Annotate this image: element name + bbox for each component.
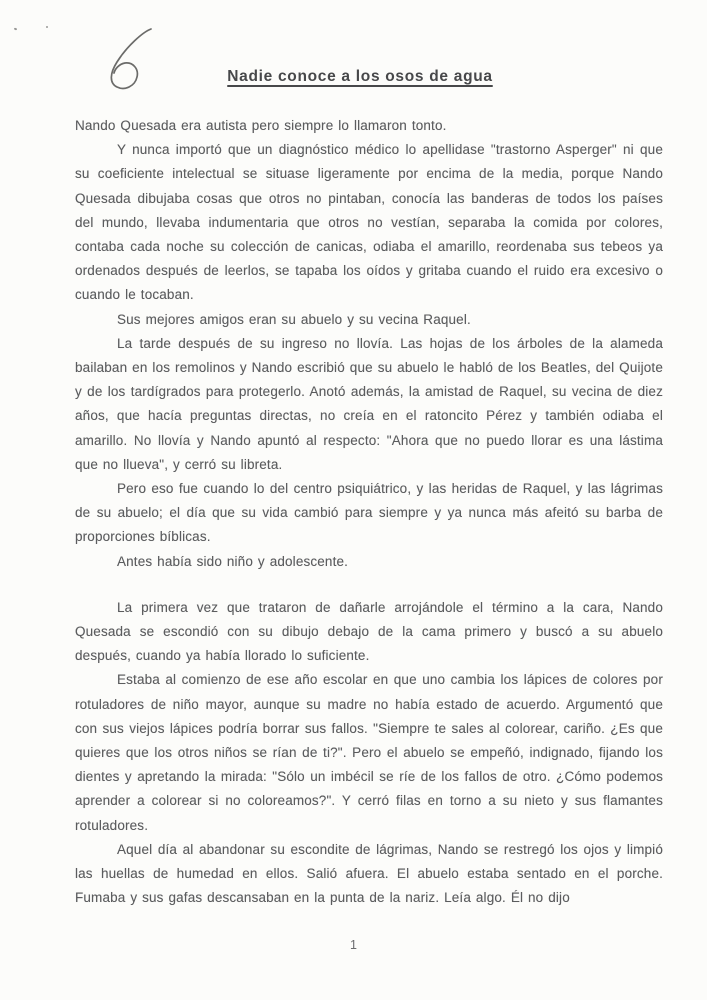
paragraph: Y nunca importó que un diagnóstico médico lo apellidase "trastorno Asperger" ni que su coeficiente intelectual se situase ligeramente por encima de la media, porque Nando Quesada dibujaba cosas que otros no pintaban, conocía las banderas de todos los países del mundo, llevaba indumentaria que otros no vestían, separaba la comida por colores, contaba cada noche su colección de canicas, odiaba el amarillo, reordenaba sus tebeos ya ordenados después de leerlos, se tapaba los oídos y gritaba cuando el ruido era excesivo o cuando le tocaban. [75, 142, 663, 303]
document-body [75, 114, 663, 911]
paragraph: Antes había sido niño y adolescente. [117, 553, 349, 569]
handwritten-number-text [103, 92, 104, 93]
document-title: Nadie conoce a los osos de agua [227, 68, 493, 85]
paragraph: Pero eso fue cuando lo del centro psiquiátrico, y las heridas de Raquel, y las lágrimas de su abuelo; el día que su vida cambió para siempre y ya nunca más afeitó su barba de proporciones bíblicas. [75, 481, 663, 545]
paragraph: Sus mejores amigos eran su abuelo y su vecina Raquel. [117, 311, 471, 327]
paragraph: Nando Quesada era autista pero siempre lo llamaron tonto. [75, 118, 447, 133]
paragraph: La primera vez que trataron de dañarle arrojándole el término a la cara, Nando Quesada se escondió con su dibujo debajo de la cama primero y buscó a su abuelo después, cuando ya había llorado lo suficiente. [75, 599, 663, 664]
paragraph: Estaba al comienzo de ese año escolar en que uno cambia los lápices de colores por rotuladores de niño mayor, aunque su madre no había estado de acuerdo. Argumentó que con sus viejos lápices podría borrar sus fallos. "Siempre te sales al colorear, cariño. ¿Es que quieres que los otros niños se rían de ti?". Pero el abuelo se empeñó, indignado, fijando los dientes y apretando la mirada: "Sólo un imbécil se ríe de los fallos de otro. ¿Cómo podemos aprender a colorear si no coloreamos?". Y cerró filas en torno a su nieto y sus flamantes rotuladores. [75, 672, 663, 833]
page-number: 1 [350, 938, 357, 952]
paragraph: La tarde después de su ingreso no llovía. Las hojas de los árboles de la alameda bailaban en los remolinos y Nando escribió que su abuelo le habló de los Beatles, del Quijote y de los tardígrados para protegerlo. Anotó además, la amistad de Raquel, su vecina de diez años, que hacía preguntas directas, no creía en el ratoncito Pérez y también odiaba el amarillo. No llovía y Nando apuntó al respecto: "Ahora que no puedo llorar es una lástima que no llueva", y cerró su libreta. [75, 335, 663, 472]
scan-speck [46, 26, 48, 28]
paragraph: Aquel día al abandonar su escondite de lágrimas, Nando se restregó los ojos y limpió las huellas de humedad en ellos. Salió afuera. El abuelo estaba sentado en el porche. Fumaba y sus gafas descansaban en la punta de la nariz. Leía algo. Él no dijo [75, 841, 663, 906]
scan-speck [14, 28, 18, 31]
